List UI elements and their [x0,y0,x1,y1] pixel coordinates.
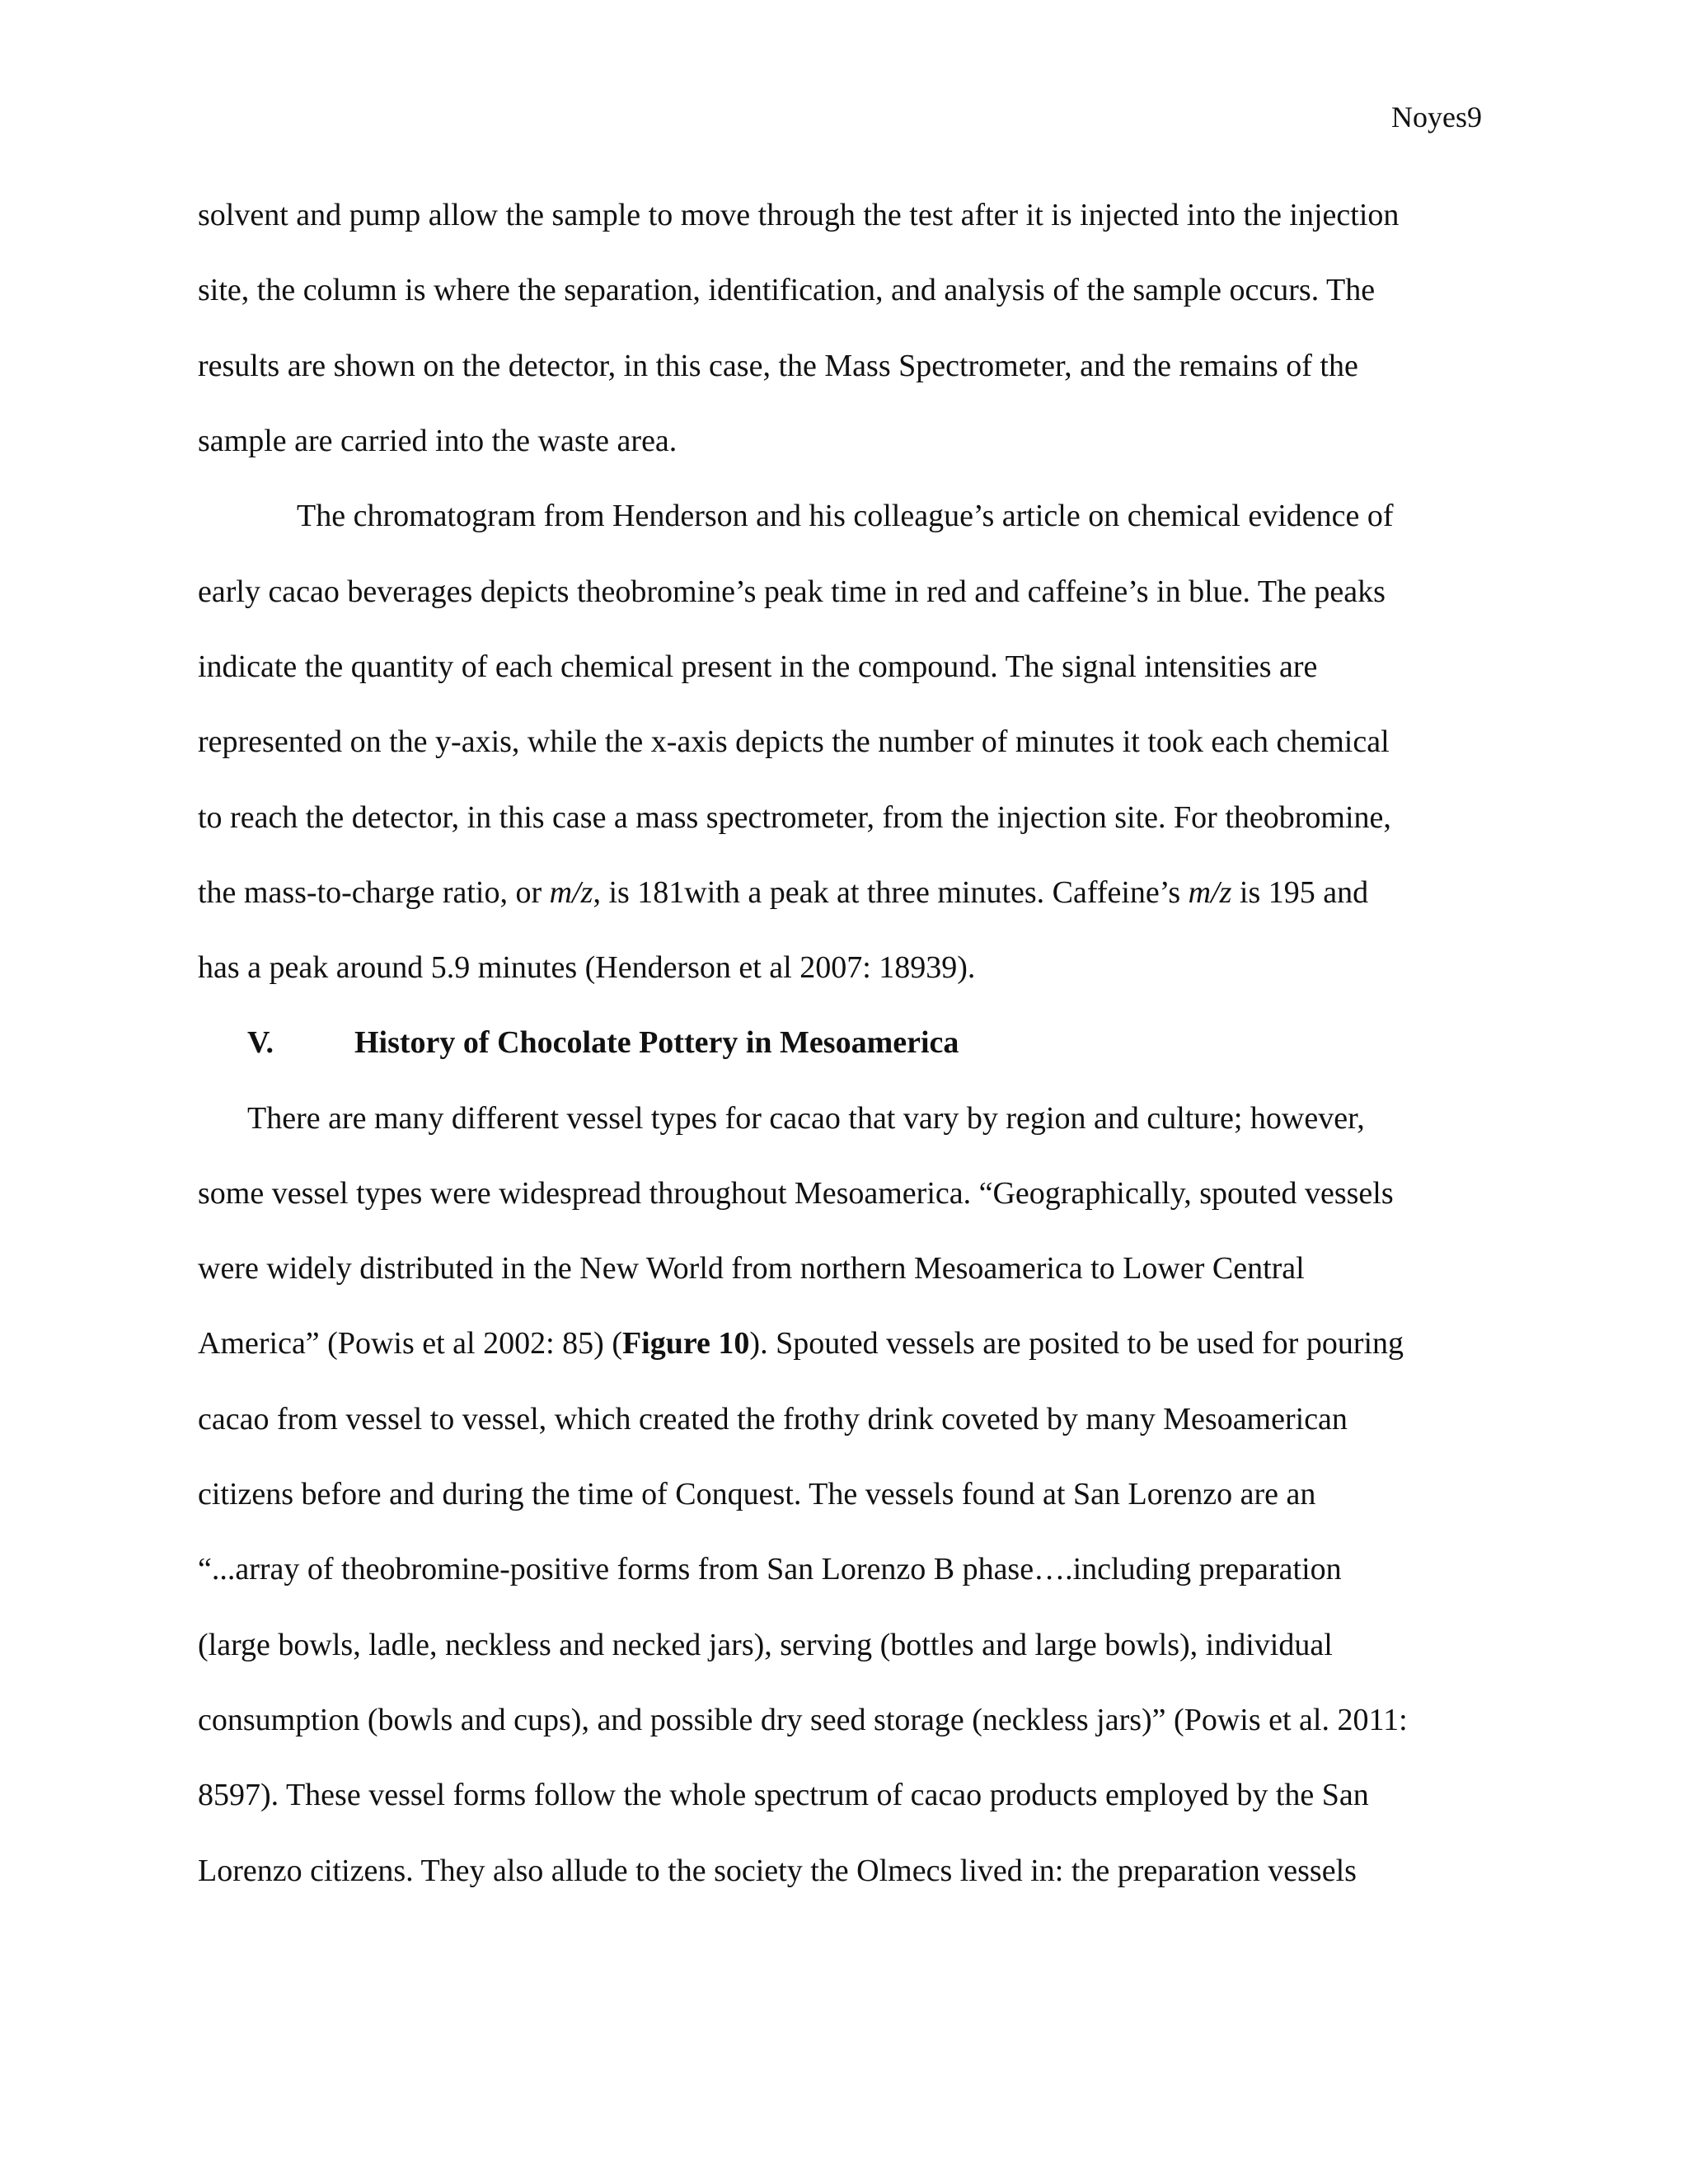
paragraph-3-line-3: were widely distributed in the New World from northern Mesoamerica to Lower Central [198,1251,1305,1286]
line-6-text-c: , is 181with a peak at three minutes. Caffeine’s [593,875,1189,910]
paragraph-2-line-5: to reach the detector, in this case a mass spectrometer, from the injection site. For theobromine, [198,800,1391,835]
paragraph-2-line-7: has a peak around 5.9 minutes (Henderson et al 2007: 18939). [198,950,976,985]
paragraph-3-line-6: citizens before and during the time of Conquest. The vessels found at San Lorenzo are an [198,1477,1316,1511]
paragraph-3-line-9: consumption (bowls and cups), and possible dry seed storage (neckless jars)” (Powis et al. 2011: [198,1703,1408,1737]
paragraph-1-line-1: solvent and pump allow the sample to move through the test after it is injected into the injection [198,198,1400,232]
figure-reference: Figure 10 [621,1326,750,1361]
line-4-text-a: America” (Powis et al 2002: 85) ( [198,1326,622,1361]
paragraph-2-line-2: early cacao beverages depicts theobromine’s peak time in red and caffeine’s in blue. The peaks [198,574,1386,609]
mz-term: m/z [1188,875,1232,910]
paragraph-3-line-7: “...array of theobromine-positive forms from San Lorenzo B phase….including preparation [198,1552,1342,1586]
paragraph-2-line-1: The chromatogram from Henderson and his colleague’s article on chemical evidence of [297,499,1394,533]
paragraph-2-line-3: indicate the quantity of each chemical present in the compound. The signal intensities are [198,649,1318,684]
line-4-text-c: ). Spouted vessels are posited to be used for pouring [749,1326,1404,1361]
section-number: V. [247,1025,274,1060]
paragraph-3-line-4 [198,1324,1404,1363]
paragraph-3-line-11: Lorenzo citizens. They also allude to the society the Olmecs lived in: the preparation vessels [198,1854,1357,1888]
page-header: Noyes9 [1391,101,1482,134]
paragraph-1-line-4: sample are carried into the waste area. [198,424,678,458]
line-6-text-a: the mass-to-charge ratio, or [198,875,550,910]
mz-term: m/z [549,875,593,910]
paragraph-2-line-6 [198,873,1368,912]
paragraph-1-line-2: site, the column is where the separation, identification, and analysis of the sample occurs. The [198,273,1376,307]
paragraph-3-line-5: cacao from vessel to vessel, which created the frothy drink coveted by many Mesoamerican [198,1402,1348,1436]
paragraph-3-line-1: There are many different vessel types for cacao that vary by region and culture; however, [247,1101,1365,1136]
paragraph-2-line-4: represented on the y-axis, while the x-axis depicts the number of minutes it took each chemical [198,724,1390,759]
paragraph-1-line-3: results are shown on the detector, in this case, the Mass Spectrometer, and the remains of the [198,349,1358,383]
paragraph-3-line-10: 8597). These vessel forms follow the whole spectrum of cacao products employed by the San [198,1778,1369,1812]
paragraph-3-line-2: some vessel types were widespread throughout Mesoamerica. “Geographically, spouted vessels [198,1176,1394,1211]
section-title: History of Chocolate Pottery in Mesoamerica [354,1025,959,1060]
paragraph-3-line-8: (large bowls, ladle, neckless and necked jars), serving (bottles and large bowls), individual [198,1628,1333,1662]
line-6-text-e: is 195 and [1231,875,1369,910]
